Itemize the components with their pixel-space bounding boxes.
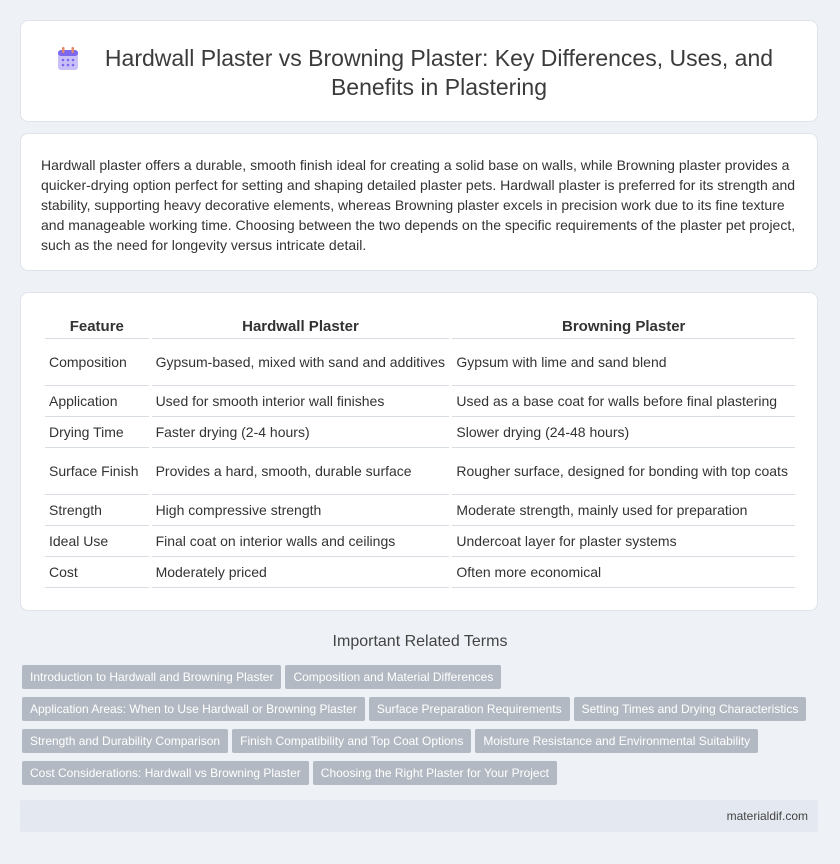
comparison-card [20, 292, 818, 611]
hardwall-cell: Final coat on interior walls and ceilings [152, 526, 450, 557]
header-feature: Feature [45, 313, 149, 339]
browning-cell: Used as a base coat for walls before final plastering [452, 386, 795, 417]
table-row [45, 417, 795, 448]
related-terms-list [22, 665, 822, 793]
related-term-tag[interactable]: Moisture Resistance and Environmental Suitability [475, 729, 758, 753]
browning-cell: Gypsum with lime and sand blend [452, 339, 795, 386]
feature-cell: Application [45, 386, 149, 417]
browning-cell: Slower drying (24-48 hours) [452, 417, 795, 448]
tag-row [22, 729, 822, 761]
intro-card [20, 133, 818, 271]
hardwall-cell: Used for smooth interior wall finishes [152, 386, 450, 417]
related-term-tag[interactable]: Cost Considerations: Hardwall vs Browning Plaster [22, 761, 309, 785]
table-row [45, 386, 795, 417]
hardwall-cell: High compressive strength [152, 495, 450, 526]
related-term-tag[interactable]: Finish Compatibility and Top Coat Options [232, 729, 471, 753]
related-terms-heading: Important Related Terms [332, 633, 508, 650]
related-term-tag[interactable]: Introduction to Hardwall and Browning Plaster [22, 665, 281, 689]
browning-cell: Undercoat layer for plaster systems [452, 526, 795, 557]
browning-cell: Rougher surface, designed for bonding with top coats [452, 448, 795, 495]
feature-cell: Composition [45, 339, 149, 386]
table-header-row [45, 313, 795, 339]
hardwall-cell: Faster drying (2-4 hours) [152, 417, 450, 448]
browning-cell: Moderate strength, mainly used for preparation [452, 495, 795, 526]
related-term-tag[interactable]: Surface Preparation Requirements [369, 697, 570, 721]
tag-row [22, 697, 822, 729]
hardwall-cell: Provides a hard, smooth, durable surface [152, 448, 450, 495]
comparison-table [42, 313, 798, 588]
page-title: Hardwall Plaster vs Browning Plaster: Key Differences, Uses, and Benefits in Plastering [104, 45, 774, 100]
tag-row [22, 761, 822, 793]
related-term-tag[interactable]: Setting Times and Drying Characteristics [574, 697, 807, 721]
feature-cell: Cost [45, 557, 149, 588]
feature-cell: Ideal Use [45, 526, 149, 557]
related-term-tag[interactable]: Application Areas: When to Use Hardwall or Browning Plaster [22, 697, 365, 721]
feature-cell: Drying Time [45, 417, 149, 448]
table-row [45, 339, 795, 386]
related-term-tag[interactable]: Choosing the Right Plaster for Your Project [313, 761, 557, 785]
table-row [45, 557, 795, 588]
title-card [20, 20, 818, 122]
table-row [45, 526, 795, 557]
header-hardwall: Hardwall Plaster [152, 313, 450, 339]
header-browning: Browning Plaster [452, 313, 795, 339]
tag-row [22, 665, 822, 697]
browning-cell: Often more economical [452, 557, 795, 588]
site-name[interactable]: materialdif.com [726, 809, 808, 823]
table-row [45, 495, 795, 526]
hardwall-cell: Gypsum-based, mixed with sand and additives [152, 339, 450, 386]
hardwall-cell: Moderately priced [152, 557, 450, 588]
intro-paragraph: Hardwall plaster offers a durable, smooth finish ideal for creating a solid base on walls, while Browning plaster provides a quicker-drying option perfect for setting and shaping detailed plaster pets. Hardwall plaster is preferred for its strength and stability, supporting heavy decorative elements, whereas Browning plaster excels in precision work due to its fine texture and manageable working time. Choosing between the two depends on the specific requirements of the plaster pet project, such as the need for longevity versus intricate detail. [41, 157, 796, 253]
feature-cell: Surface Finish [45, 448, 149, 495]
table-row [45, 448, 795, 495]
related-term-tag[interactable]: Strength and Durability Comparison [22, 729, 228, 753]
related-term-tag[interactable]: Composition and Material Differences [285, 665, 501, 689]
feature-cell: Strength [45, 495, 149, 526]
footer [20, 800, 818, 832]
